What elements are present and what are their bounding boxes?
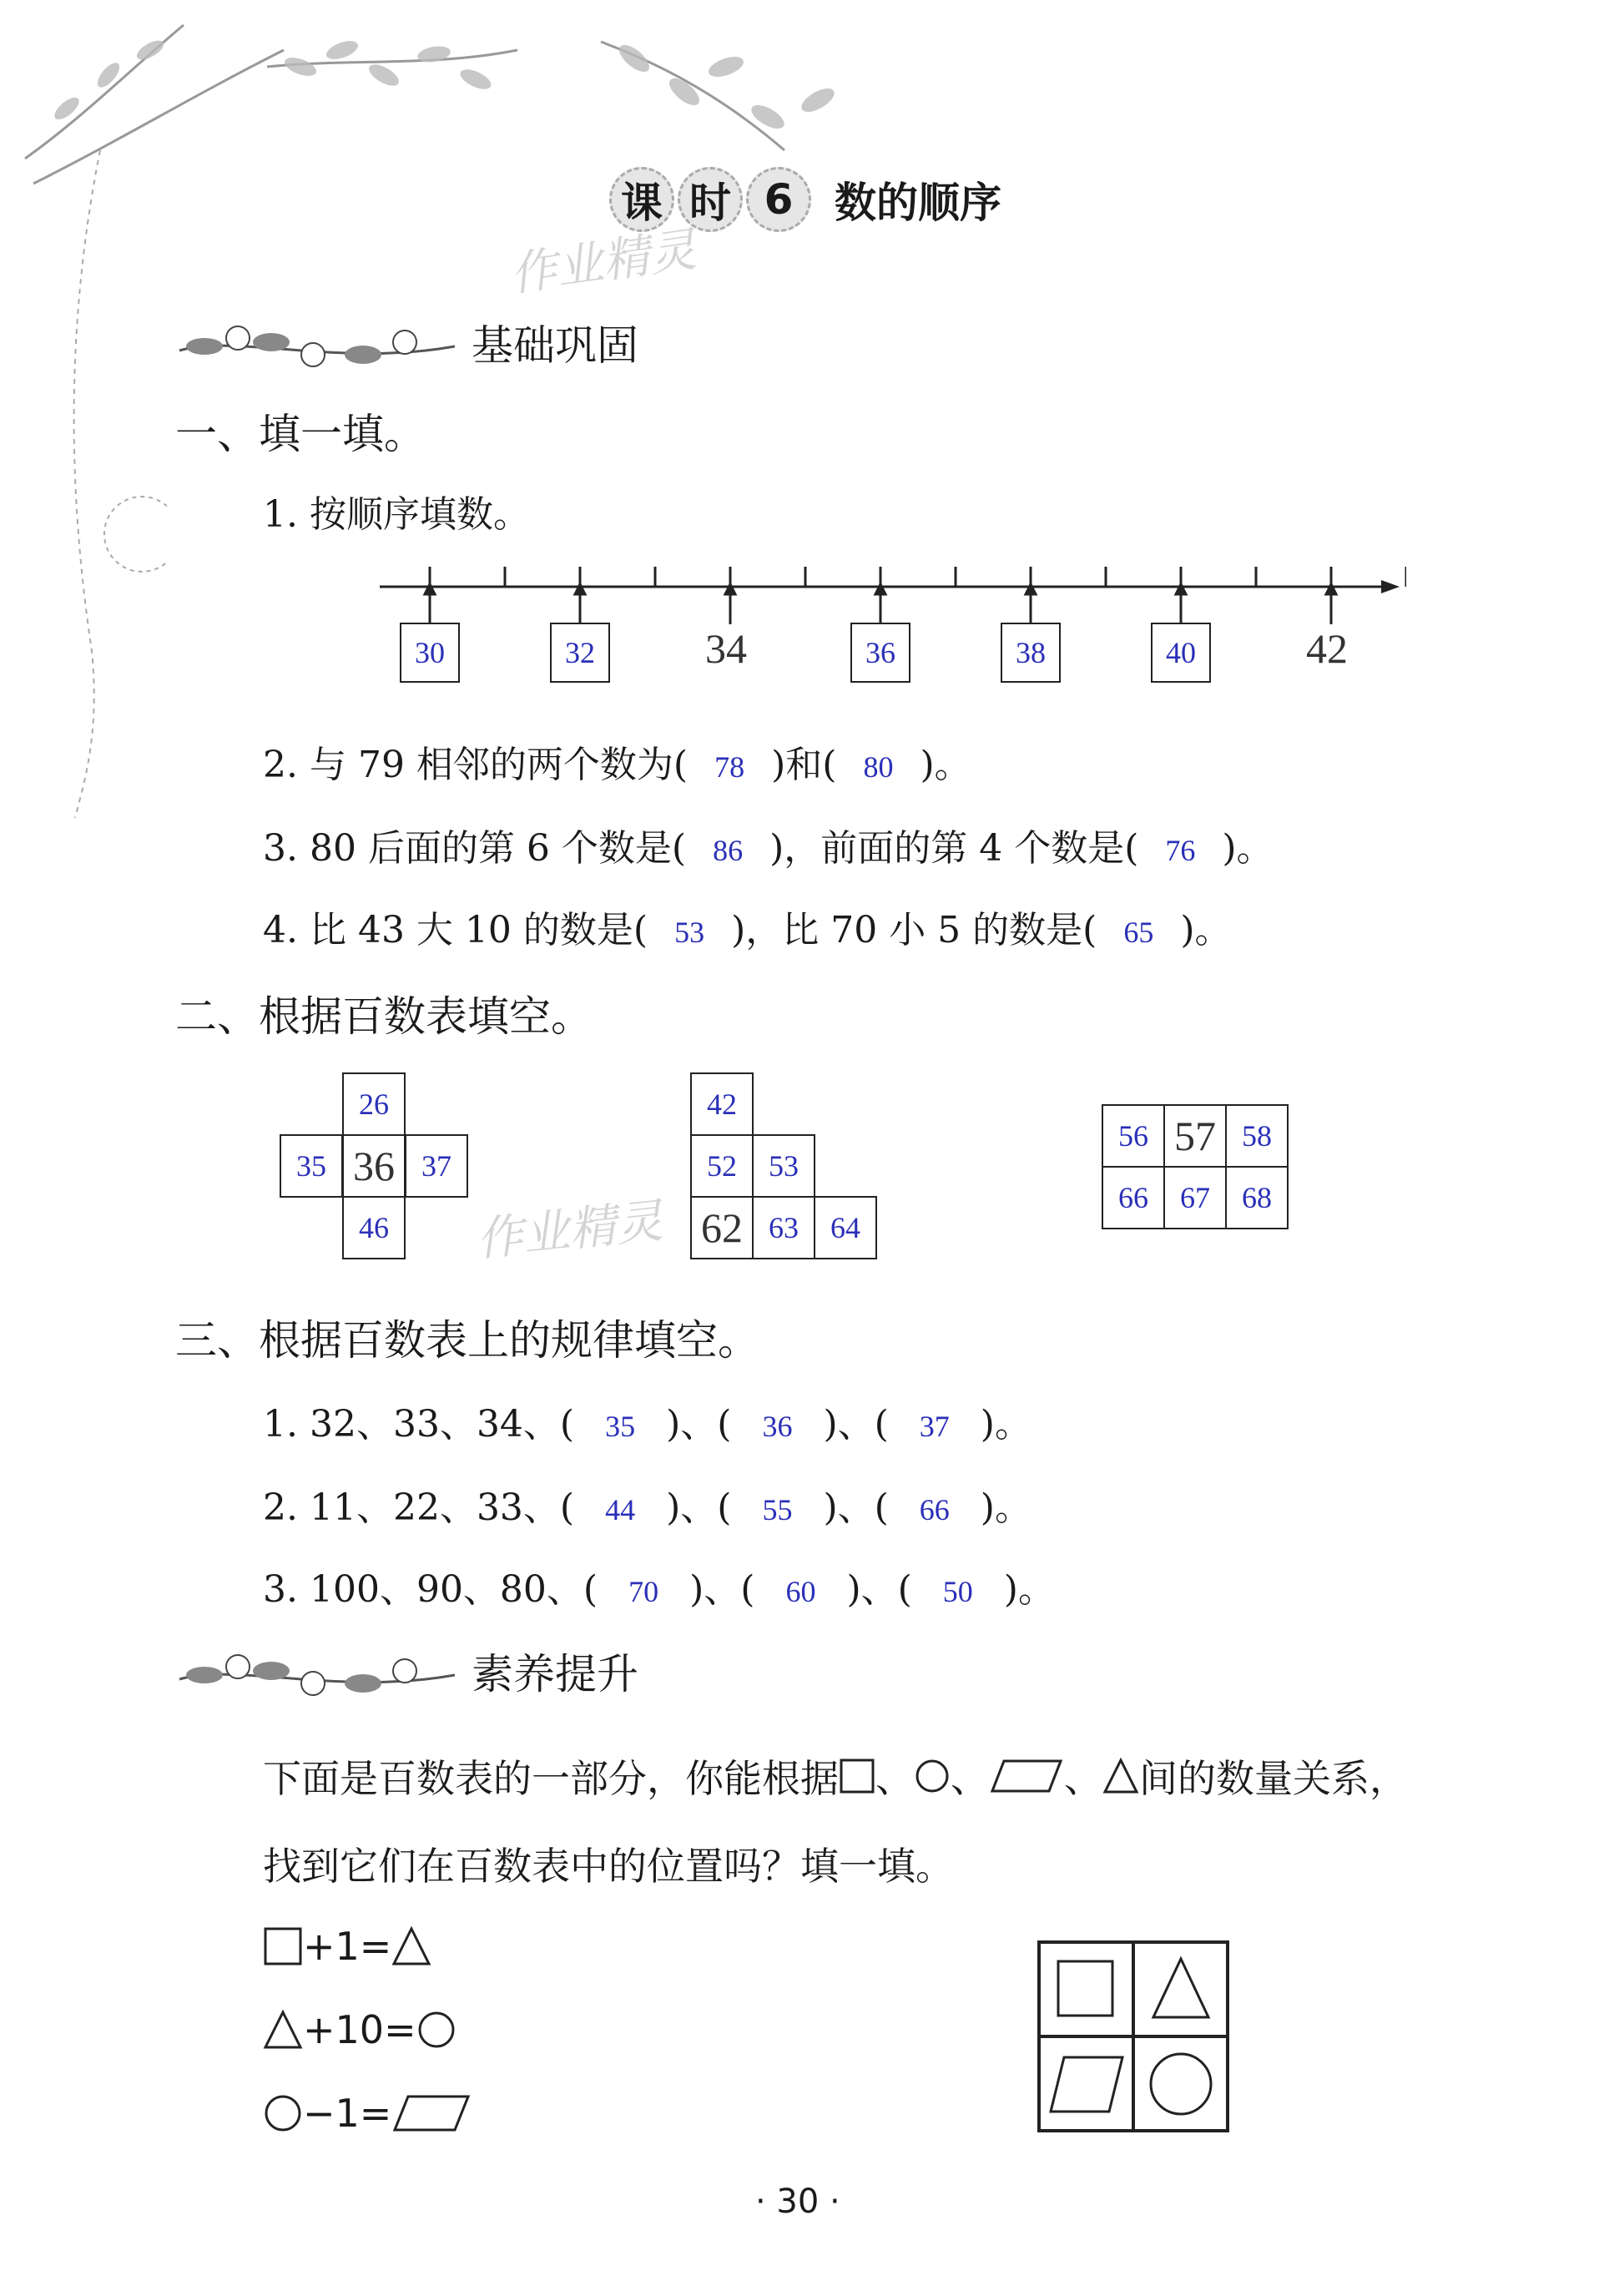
grid1-right: 37 — [405, 1134, 468, 1198]
circle-icon — [416, 2010, 456, 2050]
title-text: 数的顺序 — [835, 179, 1001, 227]
number-line-label-42: 42 — [1306, 625, 1348, 672]
grid1-left: 35 — [280, 1134, 343, 1198]
grid3-e: 67 — [1163, 1166, 1227, 1229]
answer-76: 76 — [1165, 834, 1196, 867]
square-icon — [839, 1758, 875, 1794]
number-line-box-3: 36 — [850, 623, 910, 683]
number-line-arrows — [380, 584, 1406, 626]
parallelogram-icon — [989, 1758, 1064, 1794]
number-line-box-1: 30 — [400, 623, 460, 683]
grid3-a: 56 — [1102, 1104, 1165, 1168]
number-line-box-2: 32 — [550, 623, 610, 683]
grid-triangle-icon — [1153, 1959, 1208, 2017]
triangle-icon — [263, 2010, 303, 2050]
q2-heading: 二、根据百数表填空。 — [175, 992, 593, 1041]
flower-vine-icon — [171, 309, 463, 376]
q3-row-3: 3. 100、90、80、( 70 )、( 60 )、( 50 )。 — [263, 1568, 1055, 1611]
circle-icon — [263, 2093, 303, 2133]
title-char-1: 课 — [609, 167, 674, 232]
answer-53: 53 — [674, 916, 705, 949]
page-number: · 30 · — [755, 2182, 840, 2221]
number-line-box-4: 38 — [1001, 623, 1061, 683]
answer-65: 65 — [1123, 916, 1154, 949]
q1-item4: 4. 比 43 大 10 的数是( 53 )，比 70 小 5 的数是( 65 )。 — [263, 909, 1232, 951]
grid-parallelogram-icon — [1051, 2057, 1122, 2112]
grid2-r3b: 63 — [752, 1196, 815, 1259]
q1-item1: 1. 按顺序填数。 — [263, 493, 530, 536]
grid2-r3c: 64 — [814, 1196, 877, 1259]
section-title-advanced: 素养提升 — [472, 1650, 638, 1698]
watermark: 作业精灵 — [507, 222, 700, 303]
grid1-center: 36 — [342, 1134, 406, 1198]
triangle-icon — [391, 1926, 431, 1966]
number-line-box-5: 40 — [1151, 623, 1211, 683]
dashed-curve-decoration — [50, 150, 167, 818]
number-line-label-34: 34 — [705, 625, 747, 672]
title-lesson-number: 6 — [746, 167, 811, 232]
q1-heading: 一、填一填。 — [175, 410, 426, 458]
grid2-r3a: 62 — [690, 1196, 754, 1259]
section-banner-basic — [171, 309, 638, 376]
grid3-f: 68 — [1225, 1166, 1289, 1229]
hundred-chart-shapes-grid — [1037, 1940, 1229, 2132]
q3-row-1: 1. 32、33、34、( 35 )、( 36 )、( 37 )。 — [263, 1403, 1032, 1446]
triangle-icon — [1102, 1758, 1139, 1794]
answer-80: 80 — [863, 750, 894, 784]
circle-icon — [914, 1758, 951, 1794]
grid3-b: 57 — [1163, 1104, 1227, 1168]
q4-line1: 下面是百数表的一部分，你能根据 、 、 、 间的数量关系， — [263, 1756, 1408, 1801]
equation-1: +1= — [263, 1924, 431, 1969]
q1-item3: 3. 80 后面的第 6 个数是( 86 )，前面的第 4 个数是( 76 )。 — [263, 827, 1274, 870]
parallelogram-icon — [391, 2093, 472, 2133]
grid-circle-icon — [1151, 2054, 1211, 2114]
title-char-2: 时 — [678, 167, 743, 232]
equation-3: −1= — [263, 2091, 472, 2136]
grid1-bottom: 46 — [342, 1196, 406, 1259]
grid3-c: 58 — [1225, 1104, 1289, 1168]
q1-item2: 2. 与 79 相邻的两个数为( 78 )和( 80 )。 — [263, 744, 971, 786]
grid1-top: 26 — [342, 1072, 406, 1136]
section-banner-advanced — [171, 1637, 638, 1704]
watermark-2: 作业精灵 — [473, 1193, 666, 1268]
q3-row-2: 2. 11、22、33、( 44 )、( 55 )、( 66 )。 — [263, 1486, 1032, 1529]
q3-heading: 三、根据百数表上的规律填空。 — [175, 1316, 759, 1365]
answer-86: 86 — [713, 834, 744, 867]
grid2-r2b: 53 — [752, 1134, 815, 1198]
q4-line2: 找到它们在百数表中的位置吗？填一填。 — [263, 1844, 954, 1889]
section-title-basic: 基础巩固 — [472, 321, 638, 370]
flower-vine-icon — [171, 1637, 463, 1704]
equation-2: +10= — [263, 2007, 456, 2052]
answer-78: 78 — [714, 750, 745, 784]
grid-square-icon — [1058, 1961, 1112, 2016]
grid2-r1: 42 — [690, 1072, 754, 1136]
square-icon — [263, 1926, 303, 1966]
grid3-d: 66 — [1102, 1166, 1165, 1229]
grid2-r2a: 52 — [690, 1134, 754, 1198]
